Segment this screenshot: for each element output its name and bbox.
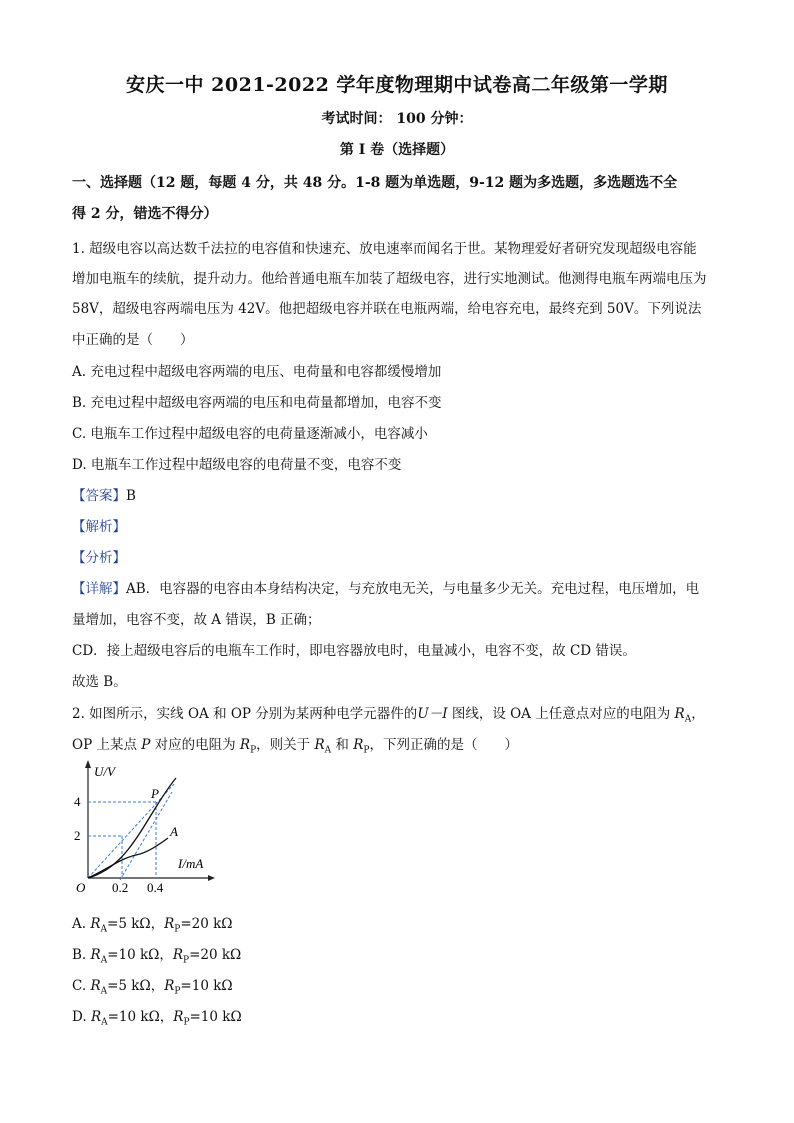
subscript-a: A <box>324 745 332 756</box>
q2-stem-text: 2. 如图所示，实线 OA 和 OP 分别为某两种电学元器件的 <box>72 706 418 722</box>
subscript-p: P <box>250 745 257 756</box>
ra-value: =10 kΩ <box>107 947 160 963</box>
q1-stem-line: 中正确的是（ ） <box>72 332 194 348</box>
y-axis-label: U/V <box>94 764 115 779</box>
comma: ， <box>159 1009 174 1025</box>
analysis-tag: 【解析】 <box>72 519 126 535</box>
y-axis-arrow <box>85 760 91 768</box>
subscript-a: A <box>100 986 108 997</box>
resistance-symbol: R <box>314 737 325 753</box>
q2-option-a <box>72 912 232 935</box>
comma: ， <box>150 978 165 994</box>
comma: ， <box>691 706 705 722</box>
q1-option-c: C. 电瓶车工作过程中超级电容的电荷量逐渐减小，电容减小 <box>72 426 428 442</box>
tangent-at-p <box>120 792 172 880</box>
q1-option-d: D. 电瓶车工作过程中超级电容的电荷量不变，电容不变 <box>72 457 402 473</box>
curve-label-p: P <box>151 786 159 801</box>
detail-tag: 【详解】 <box>72 581 126 597</box>
q2-stem-text: ，则关于 <box>256 737 315 753</box>
x-axis-label: I/mA <box>178 856 204 871</box>
q2-stem-text: 对应的电阻为 <box>150 737 240 753</box>
answer-tag: 【答案】 <box>72 488 126 504</box>
q1-option-b: B. 充电过程中超级电容两端的电压和电荷量都增加，电容不变 <box>72 395 442 411</box>
rp-value: =20 kΩ <box>189 947 242 963</box>
resistance-symbol: R <box>164 916 175 932</box>
q2-option-b <box>72 943 241 966</box>
q1-answer <box>72 484 732 504</box>
subscript-p: P <box>174 986 181 997</box>
exam-time: 考试时间： 100 分钟： <box>321 111 473 127</box>
resistance-symbol: R <box>173 1009 184 1025</box>
rp-value: =10 kΩ <box>189 1009 242 1025</box>
x-tick: 0.4 <box>147 880 164 895</box>
ui-symbol: U－I <box>417 706 448 722</box>
ui-graph <box>70 758 220 896</box>
q2-option-c <box>72 974 233 997</box>
volume-heading: 第 I 卷（选择题） <box>339 142 455 158</box>
q2-option-d <box>72 1005 242 1028</box>
comma: ， <box>159 947 173 963</box>
resistance-symbol: R <box>90 916 101 932</box>
option-letter: A. <box>72 916 91 932</box>
q1-option-a: A. 充电过程中超级电容两端的电压、电荷量和电容都缓慢增加 <box>72 364 442 380</box>
subscript-p: P <box>183 1017 190 1028</box>
rp-value: =10 kΩ <box>180 978 233 994</box>
option-letter: D. <box>72 1009 91 1025</box>
answer-value: B <box>126 488 136 504</box>
subscript-p: P <box>174 924 181 935</box>
q2-stem-line1 <box>72 702 732 725</box>
subscript-p: P <box>363 745 370 756</box>
q1-stem-line: 58V，超级电容两端电压为 42V。他把超级电容并联在电瓶两端，给电容充电，最终充到 50V。下列说法 <box>72 301 702 317</box>
subscript-a: A <box>100 924 108 935</box>
resistance-symbol: R <box>90 978 101 994</box>
fenxi-tag: 【分析】 <box>72 550 126 566</box>
subscript-a: A <box>100 955 108 966</box>
option-letter: B. <box>72 947 91 963</box>
q2-stem-text: OP 上某点 <box>72 737 142 753</box>
ra-value: =10 kΩ <box>107 1009 160 1025</box>
point-p-symbol: P <box>141 737 151 753</box>
q1-detail-line <box>72 577 732 597</box>
origin-label: O <box>76 880 86 895</box>
q1-detail-line: CD．接上超级电容后的电瓶车工作时，即电容器放电时，电量减小，电容不变，故 CD 错误。 <box>72 643 636 659</box>
option-letter: C. <box>72 978 91 994</box>
resistance-symbol: R <box>172 947 184 963</box>
q2-stem-text: 图线，设 OA 上任意点对应的电阻为 <box>447 706 675 722</box>
section-heading-line1: 一、选择题（12 题，每题 4 分，共 48 分。1-8 题为单选题，9-12 题为多选题，多选题选不全 <box>72 175 678 191</box>
resistance-symbol: R <box>164 978 175 994</box>
y-tick: 2 <box>74 828 81 843</box>
resistance-symbol: R <box>90 1009 102 1025</box>
curve-op <box>88 778 176 878</box>
q2-stem-text: 和 <box>331 737 354 753</box>
resistance-symbol: R <box>353 737 364 753</box>
q1-detail-line: 故选 B。 <box>72 674 127 690</box>
q1-stem-line: 增加电瓶车的续航，提升动力。他给普通电瓶车加装了超级电容，进行实地测试。他测得电瓶车两端电压为 <box>72 271 707 287</box>
x-axis-arrow <box>208 875 215 881</box>
ra-value: =5 kΩ <box>107 916 151 932</box>
subscript-a: A <box>684 714 692 725</box>
q1-detail-text: AB．电容器的电容由本身结构决定，与充放电无关，与电量多少无关。充电过程，电压增加，电 <box>126 581 700 597</box>
subscript-a: A <box>101 1017 108 1028</box>
subscript-p: P <box>183 955 190 966</box>
resistance-symbol: R <box>674 706 685 722</box>
ra-value: =5 kΩ <box>107 978 151 994</box>
comma: ， <box>150 916 165 932</box>
x-tick: 0.2 <box>112 880 129 895</box>
resistance-symbol: R <box>90 947 101 963</box>
section-heading-line2: 得 2 分，错选不得分） <box>72 206 218 222</box>
y-tick: 4 <box>74 794 81 809</box>
q1-stem-line: 1. 超级电容以高达数千法拉的电容值和快速充、放电速率而闻名于世。某物理爱好者研究发现超级电容能 <box>72 241 697 257</box>
q2-stem-text: ，下列正确的是（ ） <box>369 737 518 753</box>
resistance-symbol: R <box>239 737 251 753</box>
curve-label-a: A <box>170 824 178 839</box>
page-title: 安庆一中 2021-2022 学年度物理期中试卷高二年级第一学期 <box>126 74 668 96</box>
q1-detail-line: 量增加，电容不变，故 A 错误，B 正确； <box>72 612 321 628</box>
rp-value: =20 kΩ <box>180 916 233 932</box>
q2-stem-line2 <box>72 733 732 756</box>
